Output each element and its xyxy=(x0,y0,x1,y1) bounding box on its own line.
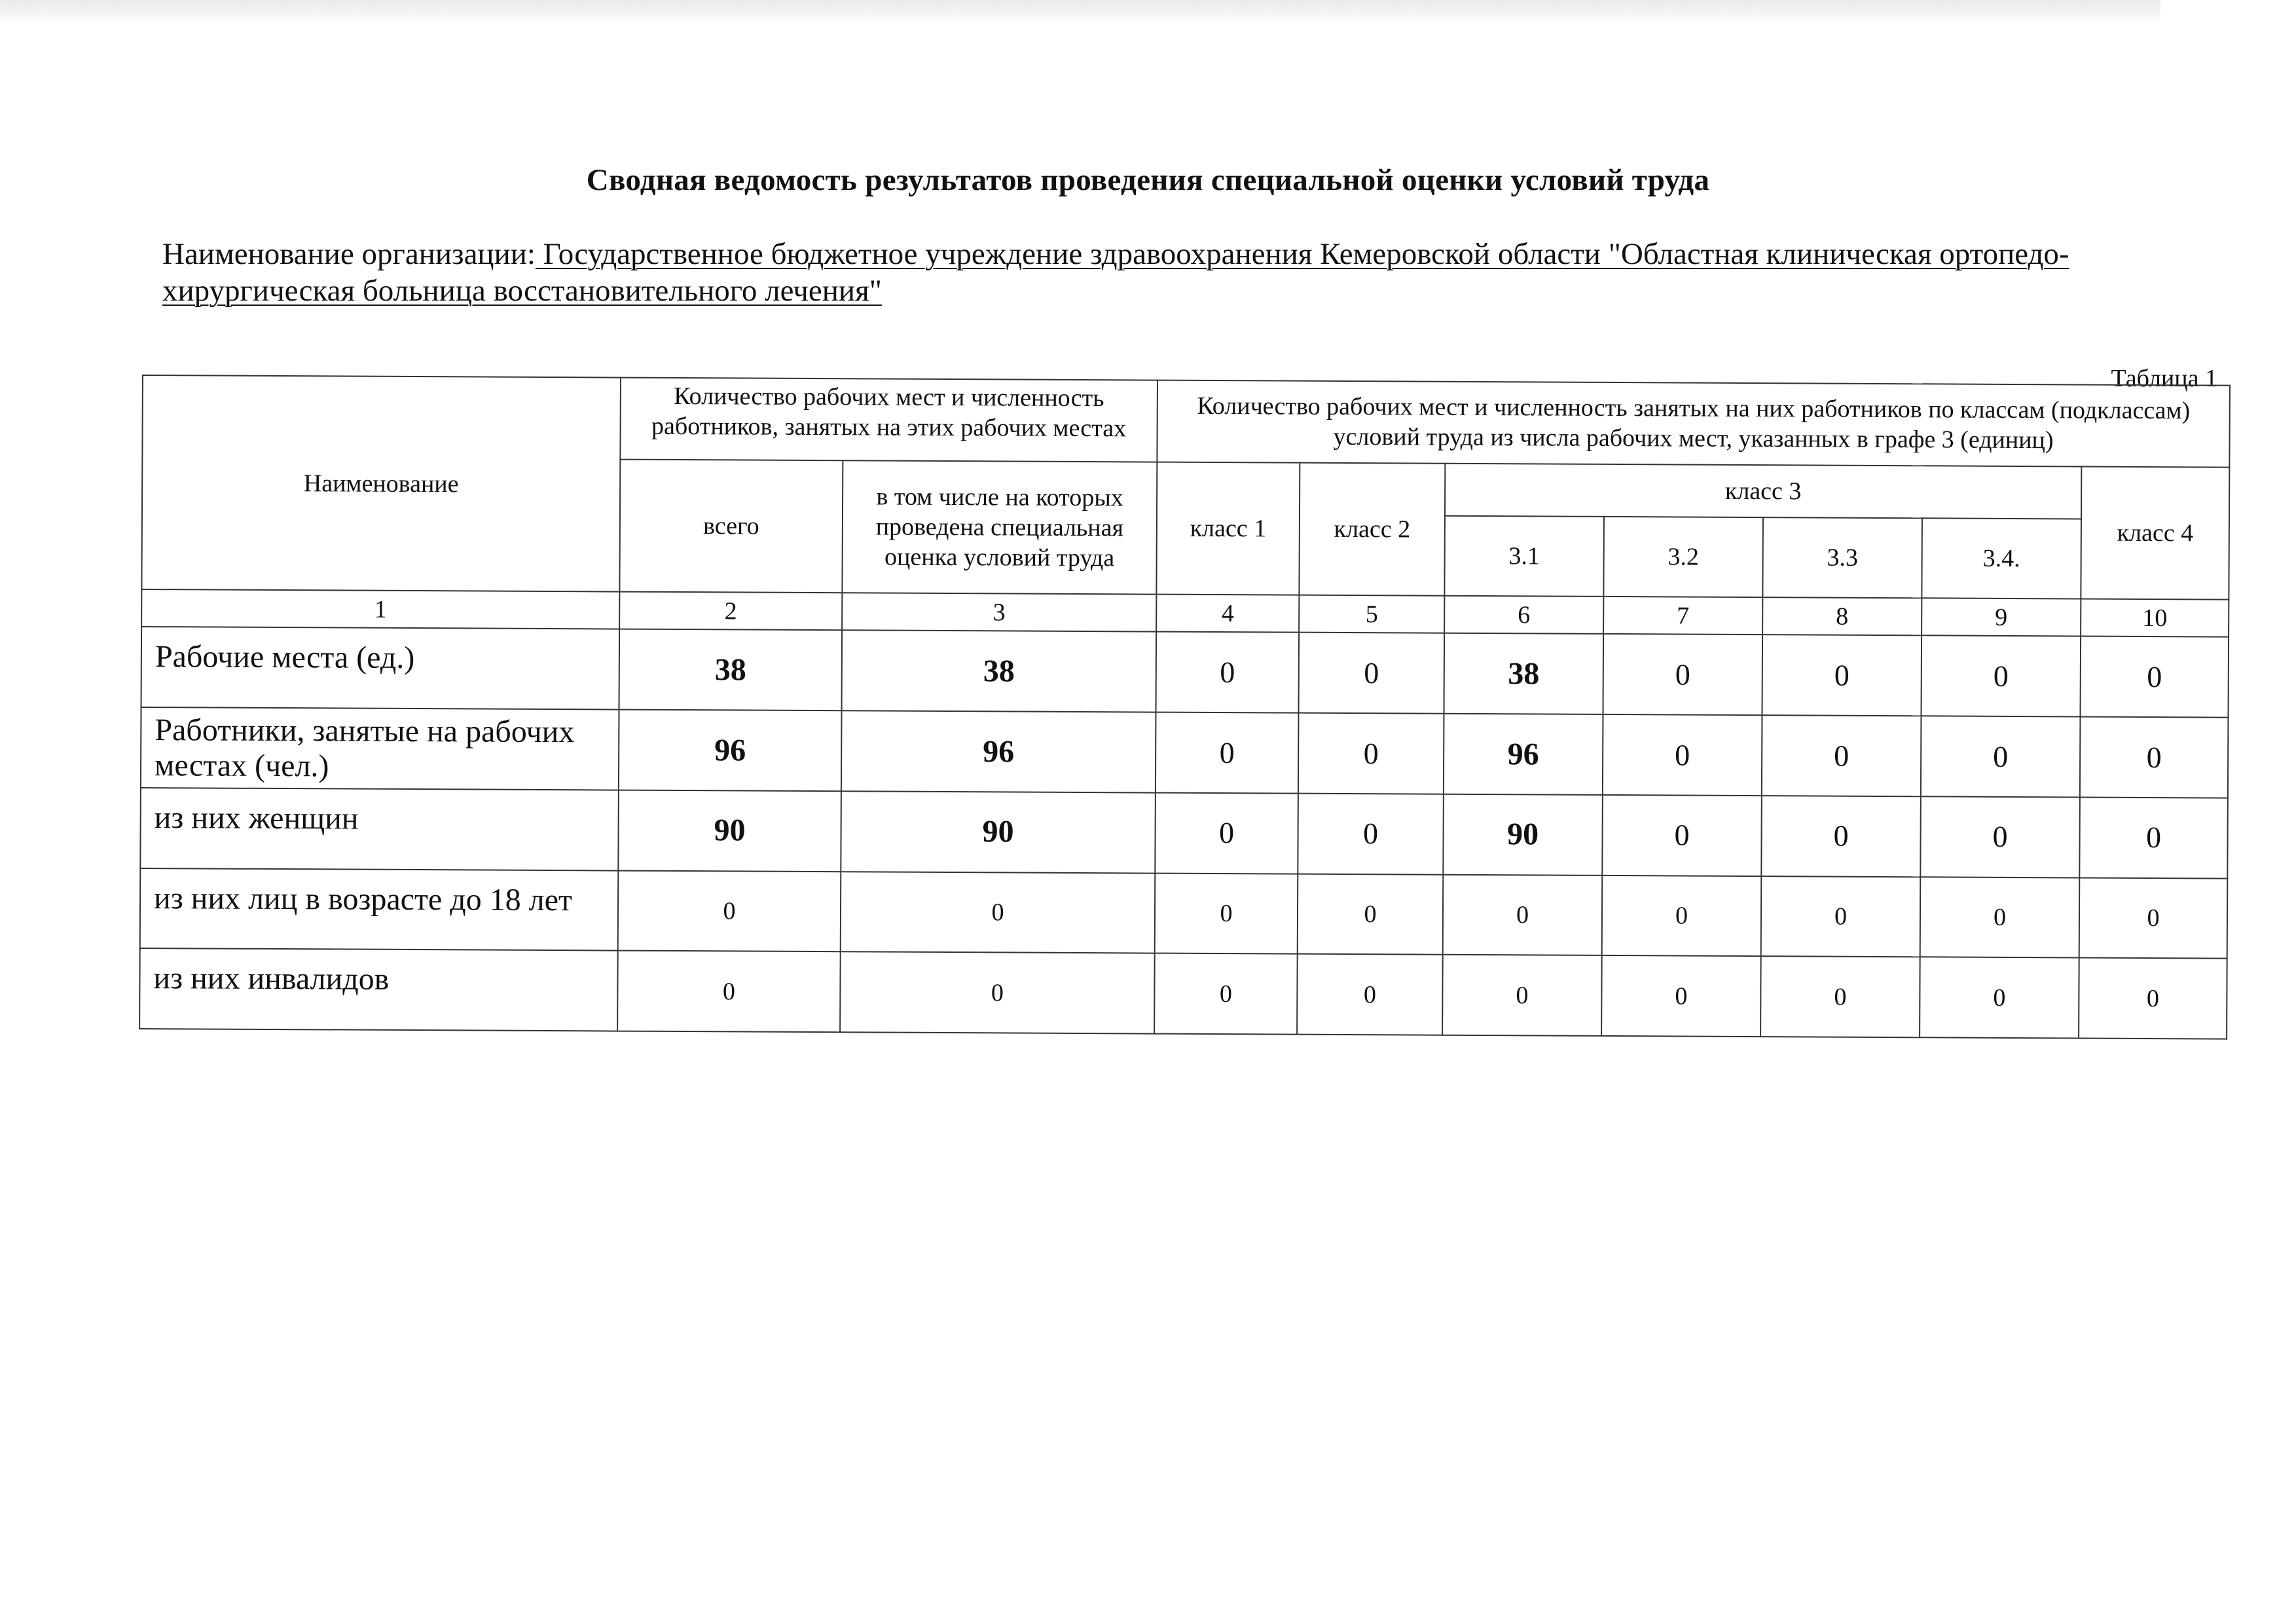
row-label: Рабочие места (ед.) xyxy=(141,627,620,709)
table-row-disabled xyxy=(139,948,2227,1039)
header-class4: класс 4 xyxy=(2081,466,2229,600)
cell-class2: 0 xyxy=(1297,954,1443,1035)
cell-class1: 0 xyxy=(1155,873,1298,954)
column-number: 7 xyxy=(1603,597,1762,635)
cell-class4: 0 xyxy=(2080,717,2229,798)
cell-class3-3: 0 xyxy=(1761,796,1921,877)
table-row-women xyxy=(140,788,2228,878)
cell-total: 38 xyxy=(619,629,843,710)
cell-total: 96 xyxy=(619,710,842,791)
cell-class2: 0 xyxy=(1298,713,1444,794)
cell-class3-2: 0 xyxy=(1603,634,1763,715)
table-caption: Таблица 1 xyxy=(2111,365,2217,392)
cell-class3-2: 0 xyxy=(1602,875,1762,956)
cell-class1: 0 xyxy=(1156,712,1299,794)
cell-total: 90 xyxy=(618,790,841,871)
cell-assessed: 0 xyxy=(840,951,1155,1033)
cell-class3-1: 90 xyxy=(1443,794,1603,876)
scan-edge xyxy=(0,0,2160,25)
cell-total: 0 xyxy=(617,951,841,1032)
column-number: 9 xyxy=(1922,598,2081,636)
column-number: 3 xyxy=(842,593,1156,632)
organization-name: Государственное бюджетное учреждение здравоохранения Кемеровской области "Областная клиническая ортопедо-хирургическая больница восстановительного лечения" xyxy=(162,237,2069,308)
column-number: 5 xyxy=(1299,595,1444,633)
table-row-workplaces xyxy=(141,627,2229,717)
row-label: Работники, занятые на рабочих местах (чел.) xyxy=(141,707,619,790)
header-sub-3-1: 3.1 xyxy=(1444,515,1604,597)
column-number: 10 xyxy=(2081,599,2229,637)
table-row-under-18 xyxy=(140,868,2228,959)
header-class2: класс 2 xyxy=(1299,462,1445,596)
column-number: 6 xyxy=(1444,596,1603,634)
cell-assessed: 96 xyxy=(841,710,1156,792)
column-number: 4 xyxy=(1156,595,1299,633)
cell-class4: 0 xyxy=(2080,637,2229,718)
header-sub-3-2: 3.2 xyxy=(1603,516,1763,597)
header-group-total: Количество рабочих мест и численность работников, занятых на этих рабочих местах xyxy=(620,378,1157,462)
header-class1: класс 1 xyxy=(1156,462,1300,595)
header-group-classes: Количество рабочих мест и численность занятых на них работников по классам (подклассам) условий труда из числа рабочих мест, указанных в графе 3 (единиц) xyxy=(1157,380,2230,468)
cell-total: 0 xyxy=(618,870,841,951)
header-sub-3-4: 3.4. xyxy=(1922,518,2081,599)
cell-class3-3: 0 xyxy=(1760,956,1920,1037)
cell-class3-3: 0 xyxy=(1762,635,1922,716)
document-title: Сводная ведомость результатов проведения специальной оценки условий труда xyxy=(586,163,1710,197)
cell-class3-2: 0 xyxy=(1601,955,1761,1037)
row-label: из них инвалидов xyxy=(139,948,618,1031)
cell-class3-4: 0 xyxy=(1921,636,2081,717)
cell-class3-1: 0 xyxy=(1443,874,1603,955)
cell-class4: 0 xyxy=(2079,797,2228,878)
column-number: 8 xyxy=(1762,597,1922,635)
summary-table xyxy=(139,375,2231,1040)
cell-class1: 0 xyxy=(1155,792,1298,874)
cell-class3-3: 0 xyxy=(1762,715,1922,796)
header-class3: класс 3 xyxy=(1445,463,2081,518)
cell-assessed: 38 xyxy=(842,631,1157,712)
header-total: всего xyxy=(619,459,843,593)
organization-line xyxy=(162,236,2074,309)
cell-class4: 0 xyxy=(2079,958,2227,1039)
cell-class2: 0 xyxy=(1299,633,1445,714)
cell-class3-4: 0 xyxy=(1921,716,2081,797)
cell-assessed: 0 xyxy=(841,872,1156,953)
cell-class3-3: 0 xyxy=(1761,876,1921,957)
cell-class3-2: 0 xyxy=(1602,795,1762,876)
cell-class3-4: 0 xyxy=(1920,957,2079,1039)
cell-class3-2: 0 xyxy=(1603,714,1762,796)
row-label: из них лиц в возрасте до 18 лет xyxy=(140,868,619,951)
table-row-workers xyxy=(141,707,2229,798)
column-number: 2 xyxy=(619,592,842,631)
cell-class3-1: 96 xyxy=(1444,714,1603,795)
column-number: 1 xyxy=(141,589,619,629)
header-assessed: в том числе на которых проведена специальная оценка условий труда xyxy=(842,460,1157,595)
cell-class3-4: 0 xyxy=(1920,877,2080,958)
cell-class2: 0 xyxy=(1298,874,1444,955)
cell-class2: 0 xyxy=(1298,793,1444,874)
header-sub-3-3: 3.3 xyxy=(1762,517,1922,599)
organization-label: Наименование организации: xyxy=(162,237,536,271)
cell-class4: 0 xyxy=(2079,877,2228,959)
cell-class3-4: 0 xyxy=(1920,796,2080,877)
header-row-1 xyxy=(142,375,2230,467)
cell-class1: 0 xyxy=(1154,953,1298,1035)
row-label: из них женщин xyxy=(140,788,619,870)
cell-class3-1: 38 xyxy=(1444,633,1604,714)
cell-assessed: 90 xyxy=(841,791,1156,873)
cell-class3-1: 0 xyxy=(1442,955,1602,1036)
header-name: Наименование xyxy=(141,375,621,592)
cell-class1: 0 xyxy=(1156,632,1300,713)
